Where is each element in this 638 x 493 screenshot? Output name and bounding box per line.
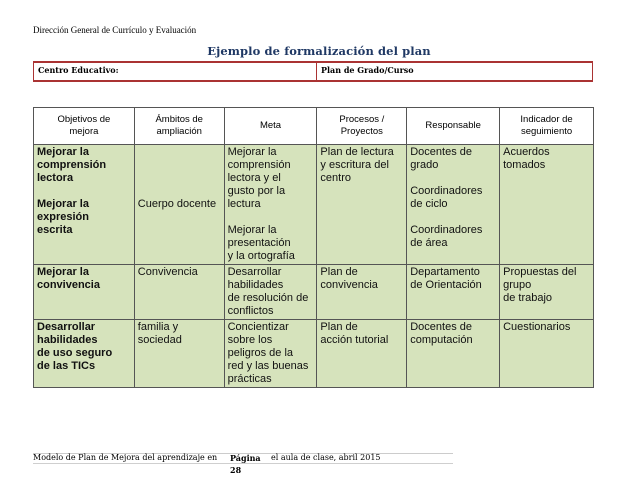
table-header-row xyxy=(34,108,594,145)
centro-educativo-label: Centro Educativo: xyxy=(34,63,317,80)
header-indicador: Indicador de seguimiento xyxy=(500,108,594,145)
cell-responsable: Docentes de computación xyxy=(407,320,500,388)
footer-divider xyxy=(33,463,453,464)
header-objetivos: Objetivos de mejora xyxy=(34,108,135,145)
header-procesos: Procesos / Proyectos xyxy=(317,108,407,145)
footer-left-text: Modelo de Plan de Mejora del aprendizaje en xyxy=(33,453,218,462)
header-organization: Dirección General de Currículo y Evaluación xyxy=(33,25,197,35)
cell-meta: Concientizar sobre los peligros de la red y las buenas prácticas xyxy=(224,320,317,388)
cell-responsable: Departamento de Orientación xyxy=(407,265,500,320)
cell-indicador: Propuestas del grupo de trabajo xyxy=(500,265,594,320)
cell-procesos: Plan de convivencia xyxy=(317,265,407,320)
cell-ambito: Convivencia xyxy=(134,265,224,320)
footer-page-number: 28 xyxy=(230,465,242,475)
cell-objetivo: Desarrollar habilidades de uso seguro de las TICs xyxy=(34,320,135,388)
plan-table xyxy=(33,107,594,388)
page-title: Ejemplo de formalización del plan xyxy=(207,44,431,58)
cell-ambito: familia y sociedad xyxy=(134,320,224,388)
table-row xyxy=(34,320,594,388)
cell-meta: Mejorar la comprensión lectora y el gusto por la lectura Mejorar la presentación y la ortografía xyxy=(224,145,317,265)
cell-objetivo: Mejorar la convivencia xyxy=(34,265,135,320)
cell-meta: Desarrollar habilidades de resolución de conflictos xyxy=(224,265,317,320)
footer-page-label: Página xyxy=(230,453,261,463)
info-table xyxy=(33,61,593,82)
header-responsable: Responsable xyxy=(407,108,500,145)
cell-procesos: Plan de acción tutorial xyxy=(317,320,407,388)
table-row xyxy=(34,265,594,320)
cell-responsable: Docentes de grado Coordinadores de ciclo Coordinadores de área xyxy=(407,145,500,265)
plan-grado-curso-label: Plan de Grado/Curso xyxy=(321,65,414,75)
footer-right-text: el aula de clase, abril 2015 xyxy=(271,453,381,462)
cell-procesos: Plan de lectura y escritura del centro xyxy=(317,145,407,265)
header-meta: Meta xyxy=(224,108,317,145)
cell-indicador: Cuestionarios xyxy=(500,320,594,388)
page-footer xyxy=(33,453,453,475)
cell-indicador: Acuerdos tomados xyxy=(500,145,594,265)
table-row xyxy=(34,145,594,265)
cell-ambito: Cuerpo docente xyxy=(134,145,224,265)
cell-objetivo: Mejorar la comprensión lectora Mejorar la expresión escrita xyxy=(34,145,135,265)
header-ambitos: Ámbitos de ampliación xyxy=(134,108,224,145)
